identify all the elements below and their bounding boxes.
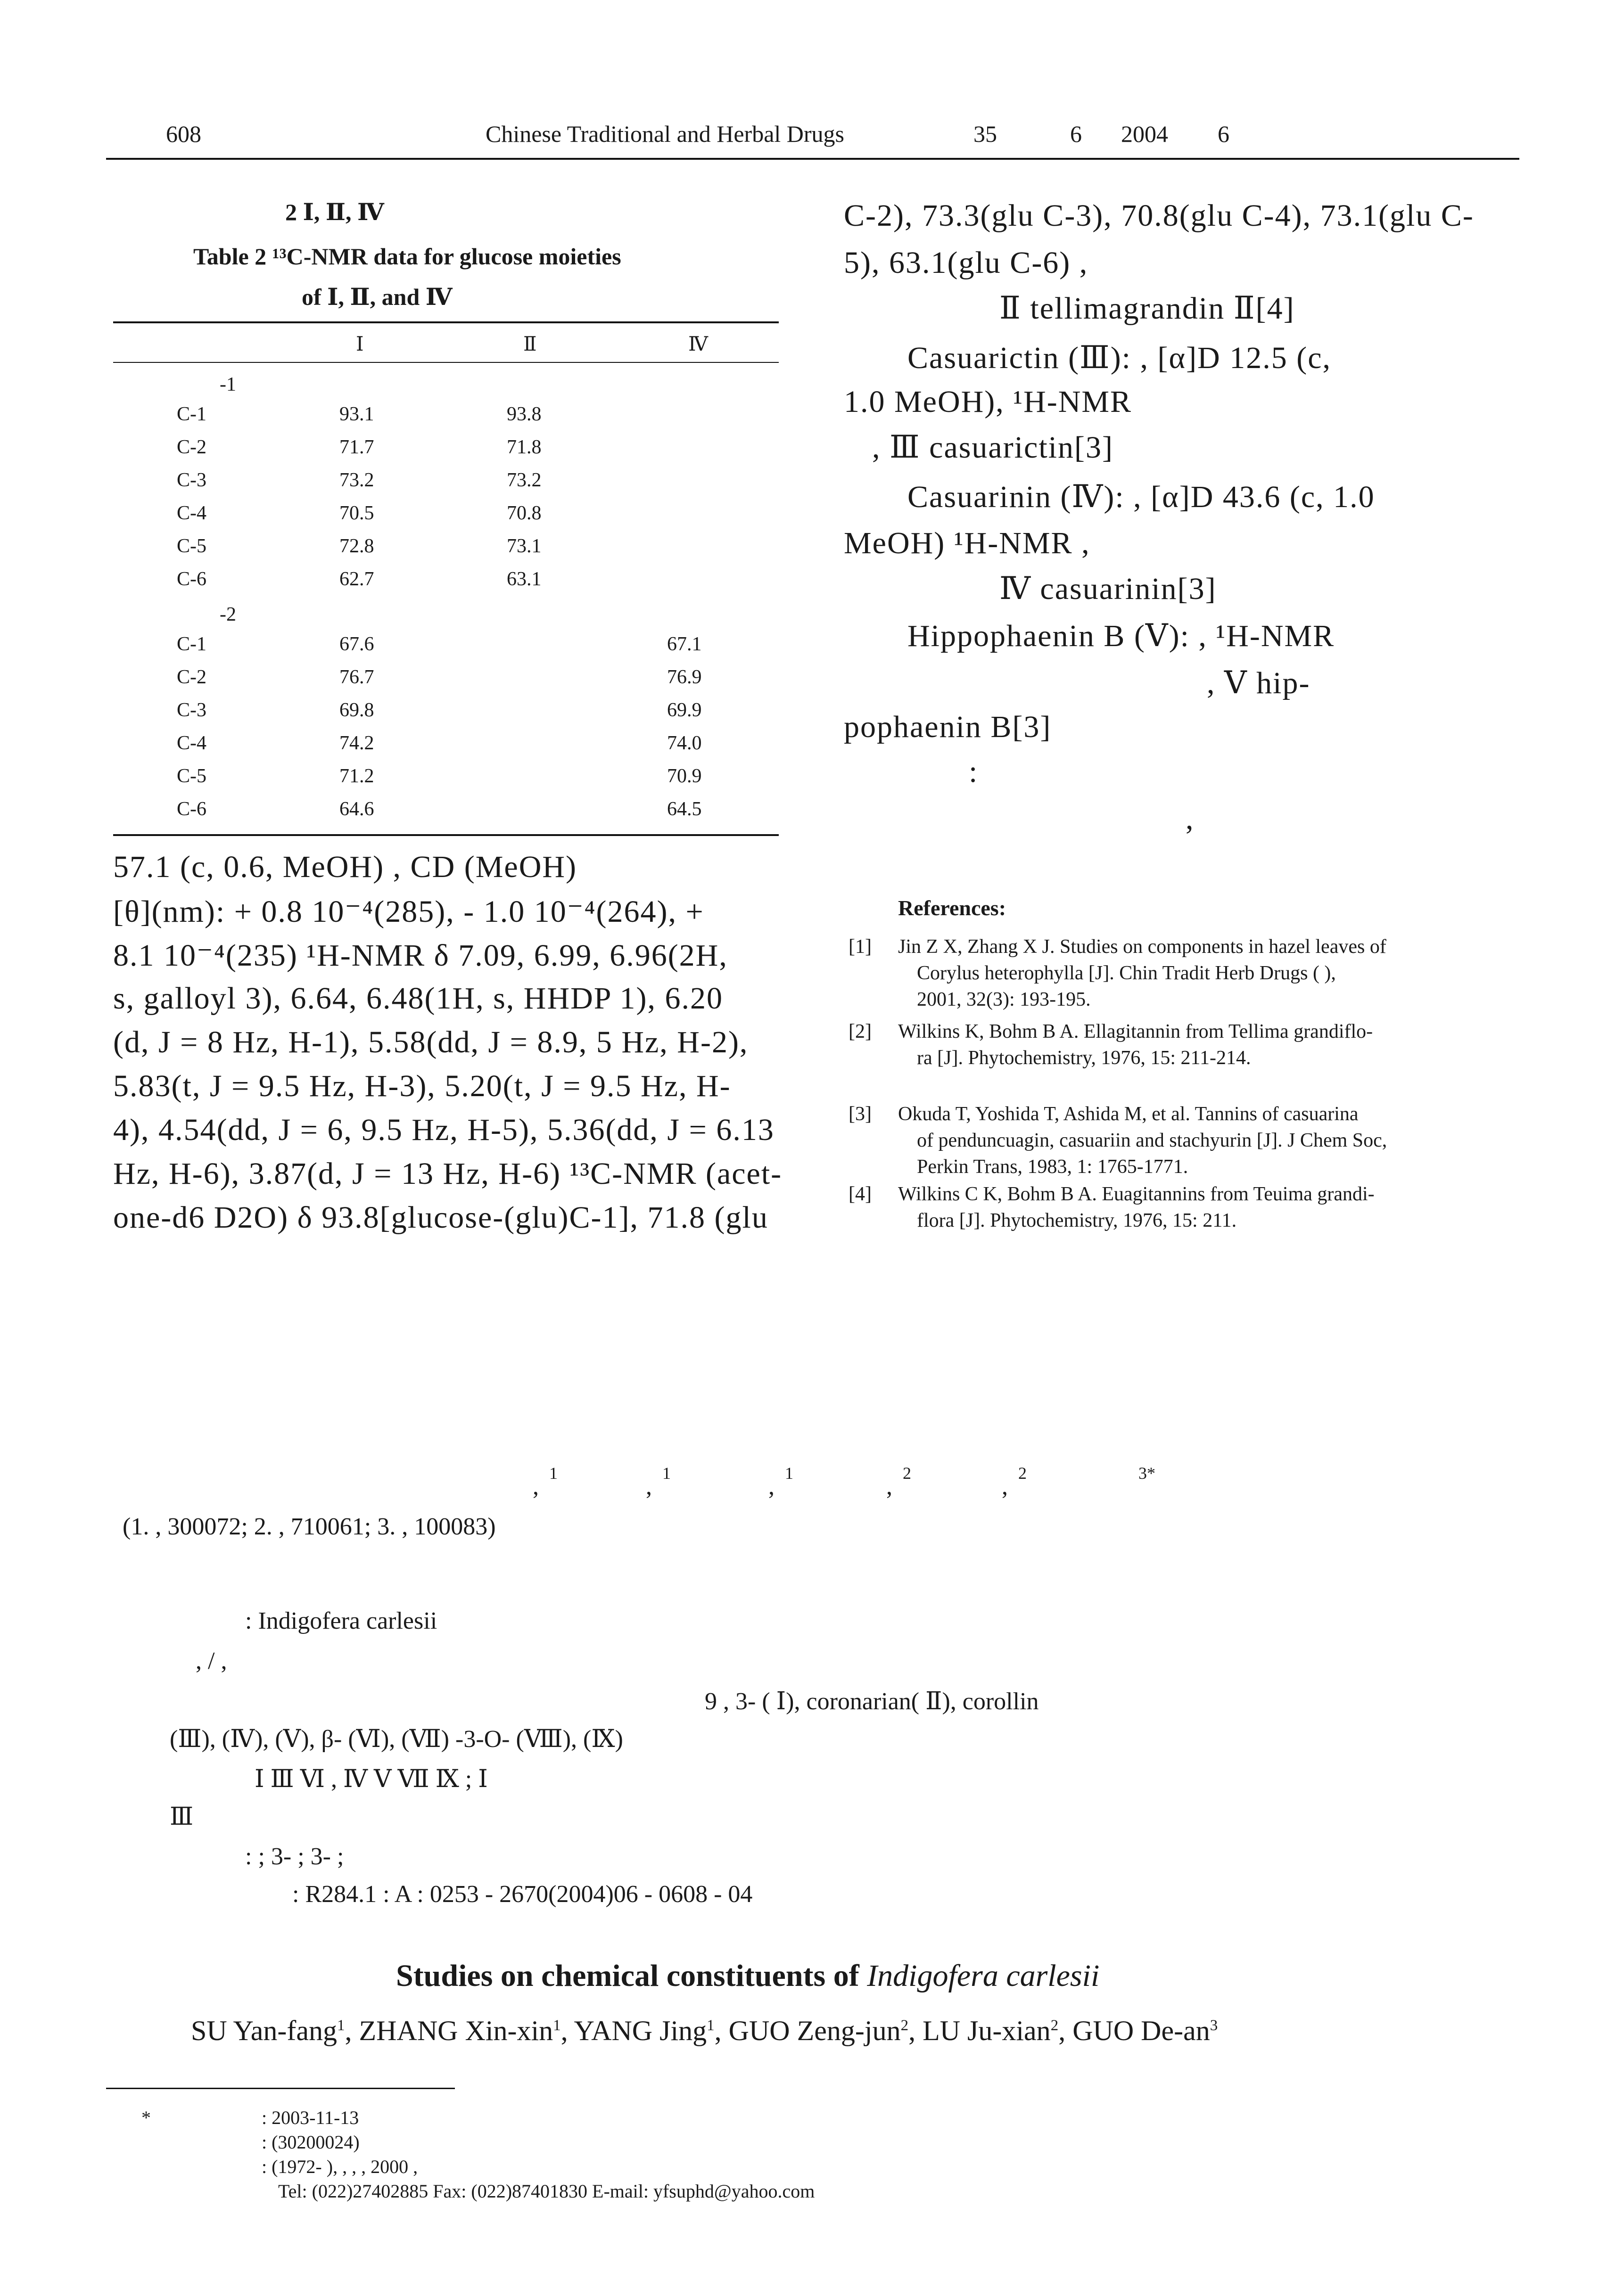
english-author-name: LU Ju-xian (923, 2015, 1051, 2046)
english-title-species: Indigofera carlesii (867, 1959, 1100, 1993)
reference-number: [4] (849, 1183, 872, 1205)
abstract-line: Ⅰ Ⅲ Ⅵ , Ⅳ Ⅴ Ⅶ Ⅸ ; Ⅰ (255, 1766, 488, 1793)
table-cell: 71.8 (507, 436, 542, 458)
abstract-line: Ⅲ (170, 1804, 194, 1830)
author-affiliation-mark: 1 (549, 1464, 558, 1483)
reference-line: Corylus heterophylla [J]. Chin Tradit Herb Drugs ( ), (917, 962, 1336, 984)
table-row-carbon: C-6 (177, 568, 206, 590)
table-cell: 69.8 (339, 699, 374, 721)
english-author-affiliation: 2 (900, 2017, 909, 2034)
author-affiliation-mark: 2 (1018, 1464, 1027, 1483)
english-author-name: ZHANG Xin-xin (359, 2015, 553, 2046)
english-authors (191, 2015, 1218, 2047)
english-author-separator: , (908, 2015, 923, 2046)
journal-name: Chinese Traditional and Herbal Drugs (486, 121, 845, 147)
table-cell: 64.5 (667, 798, 702, 820)
body-line: 8.1 10⁻⁴(235) ¹H-NMR δ 7.09, 6.99, 6.96(2H, (113, 938, 728, 973)
table-row-carbon: C-5 (177, 535, 206, 557)
table-cell: 67.1 (667, 633, 702, 655)
table-row-carbon: C-4 (177, 502, 206, 524)
keywords-line: : ; 3- ; 3- ; (245, 1843, 344, 1870)
table-col-header: Ⅳ (688, 334, 708, 355)
footnote-star: * (141, 2107, 151, 2128)
table-cell: 73.2 (507, 469, 542, 491)
table-cell: 74.2 (339, 732, 374, 754)
references-heading: References: (898, 896, 1006, 920)
body-line: (d, J = 8 Hz, H-1), 5.58(dd, J = 8.9, 5 Hz, H-2), (113, 1025, 749, 1059)
english-author-affiliation: 3 (1210, 2017, 1218, 2034)
table-cell: 67.6 (339, 633, 374, 655)
english-author-separator: , (714, 2015, 729, 2046)
reference-line: ra [J]. Phytochemistry, 1976, 15: 211-214. (917, 1047, 1251, 1069)
body-line: [θ](nm): + 0.8 10⁻⁴(285), - 1.0 10⁻⁴(264), + (113, 894, 704, 929)
author-affiliation-mark: 1 (662, 1464, 671, 1483)
body-line: s, galloyl 3), 6.64, 6.48(1H, s, HHDP 1), 6.20 (113, 981, 724, 1016)
body-line: 1.0 MeOH), ¹H-NMR (844, 385, 1132, 419)
body-line: C-2), 73.3(glu C-3), 70.8(glu C-4), 73.1(glu C- (844, 198, 1474, 233)
table-bottom-rule (113, 834, 779, 836)
table-cell: 64.6 (339, 798, 374, 820)
table-col-header: Ⅱ (523, 334, 537, 355)
author-affiliation-mark: 1 (785, 1464, 793, 1483)
journal-volume: 35 (973, 121, 997, 147)
abstract-line: 9 , 3- ( Ⅰ), coronarian( Ⅱ), corollin (705, 1688, 1039, 1715)
affiliation-line: (1. , 300072; 2. , 710061; 3. , 100083) (123, 1513, 496, 1540)
author-separator: , (768, 1473, 775, 1500)
reference-line: 2001, 32(3): 193-195. (917, 989, 1091, 1010)
table-cell: 71.7 (339, 436, 374, 458)
table-row-carbon: C-2 (177, 666, 206, 688)
table-row-carbon: C-3 (177, 469, 206, 491)
table-cell: 73.1 (507, 535, 542, 557)
table-cell: 76.9 (667, 666, 702, 688)
table-header-rule (113, 362, 779, 363)
body-line: : (969, 754, 979, 789)
table-caption-line1: Table 2 ¹³C-NMR data for glucose moieties (193, 243, 621, 270)
table-row-carbon: C-2 (177, 436, 206, 458)
table-cell: 71.2 (339, 765, 374, 787)
body-line: Ⅳ casuarinin[3] (999, 572, 1217, 606)
reference-line: Jin Z X, Zhang X J. Studies on components in hazel leaves of (898, 936, 1386, 958)
body-line: Hippophaenin B (Ⅴ): , ¹H-NMR (907, 619, 1335, 653)
reference-line: flora [J]. Phytochemistry, 1976, 15: 211. (917, 1210, 1237, 1231)
english-title (396, 1958, 1099, 1994)
body-line: MeOH) ¹H-NMR , (844, 526, 1090, 560)
reference-line: Okuda T, Yoshida T, Ashida M, et al. Tannins of casuarina (898, 1103, 1359, 1125)
body-line: 57.1 (c, 0.6, MeOH) , CD (MeOH) (113, 850, 577, 884)
table-row-carbon: C-1 (177, 633, 206, 655)
body-line: , Ⅴ hip- (1207, 666, 1310, 700)
table-cell: 73.2 (339, 469, 374, 491)
reference-number: [1] (849, 936, 872, 958)
table-group-label: -2 (220, 604, 236, 625)
author-separator: , (646, 1473, 652, 1500)
body-line: Casuarinin (Ⅳ): , [α]D 43.6 (c, 1.0 (907, 480, 1375, 514)
reference-line: of penduncuagin, casuariin and stachyurin [J]. J Chem Soc, (917, 1130, 1387, 1151)
footnote-author: : (1972- ), , , , 2000 , (262, 2156, 418, 2177)
author-separator: , (533, 1473, 539, 1500)
table-cell: 74.0 (667, 732, 702, 754)
journal-month: 6 (1218, 121, 1229, 147)
abstract-line: (Ⅲ), (Ⅳ), (Ⅴ), β- (Ⅵ), (Ⅶ) -3-O- (Ⅷ), (Ⅸ) (170, 1726, 623, 1753)
body-line: pophaenin B[3] (844, 710, 1052, 744)
table-cell: 93.1 (339, 403, 374, 425)
table-row-carbon: C-1 (177, 403, 206, 425)
footnote-fund: : (30200024) (262, 2132, 360, 2153)
reference-number: [3] (849, 1103, 872, 1125)
reference-line: Wilkins K, Bohm B A. Ellagitannin from Tellima grandiflo- (898, 1021, 1373, 1042)
table-cell: 76.7 (339, 666, 374, 688)
english-author-name: GUO De-an (1072, 2015, 1210, 2046)
page-number: 608 (166, 121, 201, 147)
english-author-name: GUO Zeng-jun (728, 2015, 901, 2046)
classification-line: : R284.1 : A : 0253 - 2670(2004)06 - 0608 - 04 (292, 1881, 753, 1908)
english-author-affiliation: 1 (707, 2017, 715, 2034)
table-cell: 70.9 (667, 765, 702, 787)
english-author-separator: , (560, 2015, 574, 2046)
table-cell: 93.8 (507, 403, 542, 425)
table-col-header: Ⅰ (356, 334, 364, 355)
reference-number: [2] (849, 1021, 872, 1042)
body-line: 4), 4.54(dd, J = 6, 9.5 Hz, H-5), 5.36(dd, J = 6.13 (113, 1113, 775, 1147)
table-row-carbon: C-4 (177, 732, 206, 754)
reference-line: Perkin Trans, 1983, 1: 1765-1771. (917, 1156, 1188, 1178)
english-author-affiliation: 1 (337, 2017, 345, 2034)
journal-issue: 6 (1070, 121, 1082, 147)
table-row-carbon: C-5 (177, 765, 206, 787)
table-cell: 62.7 (339, 568, 374, 590)
footnote-contact: Tel: (022)27402885 Fax: (022)87401830 E-mail: yfsuphd@yahoo.com (278, 2181, 815, 2202)
table-cell: 63.1 (507, 568, 542, 590)
table-cell: 70.8 (507, 502, 542, 524)
english-title-main: Studies on chemical constituents of (396, 1959, 859, 1993)
table-cell: 69.9 (667, 699, 702, 721)
body-line: 5.83(t, J = 9.5 Hz, H-3), 5.20(t, J = 9.5 Hz, H- (113, 1069, 731, 1103)
table-cell: 72.8 (339, 535, 374, 557)
abstract-line: : Indigofera carlesii (245, 1607, 437, 1634)
table-top-rule (113, 321, 779, 323)
body-line: 5), 63.1(glu C-6) , (844, 246, 1088, 280)
abstract-line: , / , (196, 1648, 227, 1674)
table-row-carbon: C-6 (177, 798, 206, 820)
english-author-affiliation: 2 (1050, 2017, 1059, 2034)
table-caption-line2: of Ⅰ, Ⅱ, and Ⅳ (302, 284, 453, 310)
english-author-name: SU Yan-fang (191, 2015, 338, 2046)
body-line: Hz, H-6), 3.87(d, J = 13 Hz, H-6) ¹³C-NMR (acet- (113, 1156, 783, 1191)
author-separator: , (1002, 1473, 1008, 1500)
body-line: , Ⅲ casuarictin[3] (872, 430, 1113, 465)
table-cn-caption: 2 Ⅰ, Ⅱ, Ⅳ (285, 199, 384, 225)
body-line: Casuarictin (Ⅲ): , [α]D 12.5 (c, (907, 341, 1331, 375)
body-line: Ⅱ tellimagrandin Ⅱ[4] (999, 291, 1295, 326)
table-group-label: -1 (220, 374, 236, 395)
journal-year: 2004 (1121, 121, 1168, 147)
author-affiliation-mark: 3* (1138, 1464, 1155, 1483)
author-affiliation-mark: 2 (903, 1464, 911, 1483)
table-row-carbon: C-3 (177, 699, 206, 721)
footnote-received: : 2003-11-13 (262, 2107, 359, 2128)
footnote-rule (106, 2088, 455, 2089)
english-author-affiliation: 1 (553, 2017, 561, 2034)
english-author-name: YANG Jing (574, 2015, 707, 2046)
english-author-separator: , (1058, 2015, 1073, 2046)
header-rule (106, 158, 1519, 160)
table-cell: 70.5 (339, 502, 374, 524)
body-line: one-d6 D2O) δ 93.8[glucose-(glu)C-1], 71.8 (glu (113, 1200, 768, 1235)
body-line: , (1186, 802, 1195, 836)
english-author-separator: , (345, 2015, 359, 2046)
reference-line: Wilkins C K, Bohm B A. Euagitannins from Teuima grandi- (898, 1183, 1375, 1205)
author-separator: , (886, 1473, 892, 1500)
